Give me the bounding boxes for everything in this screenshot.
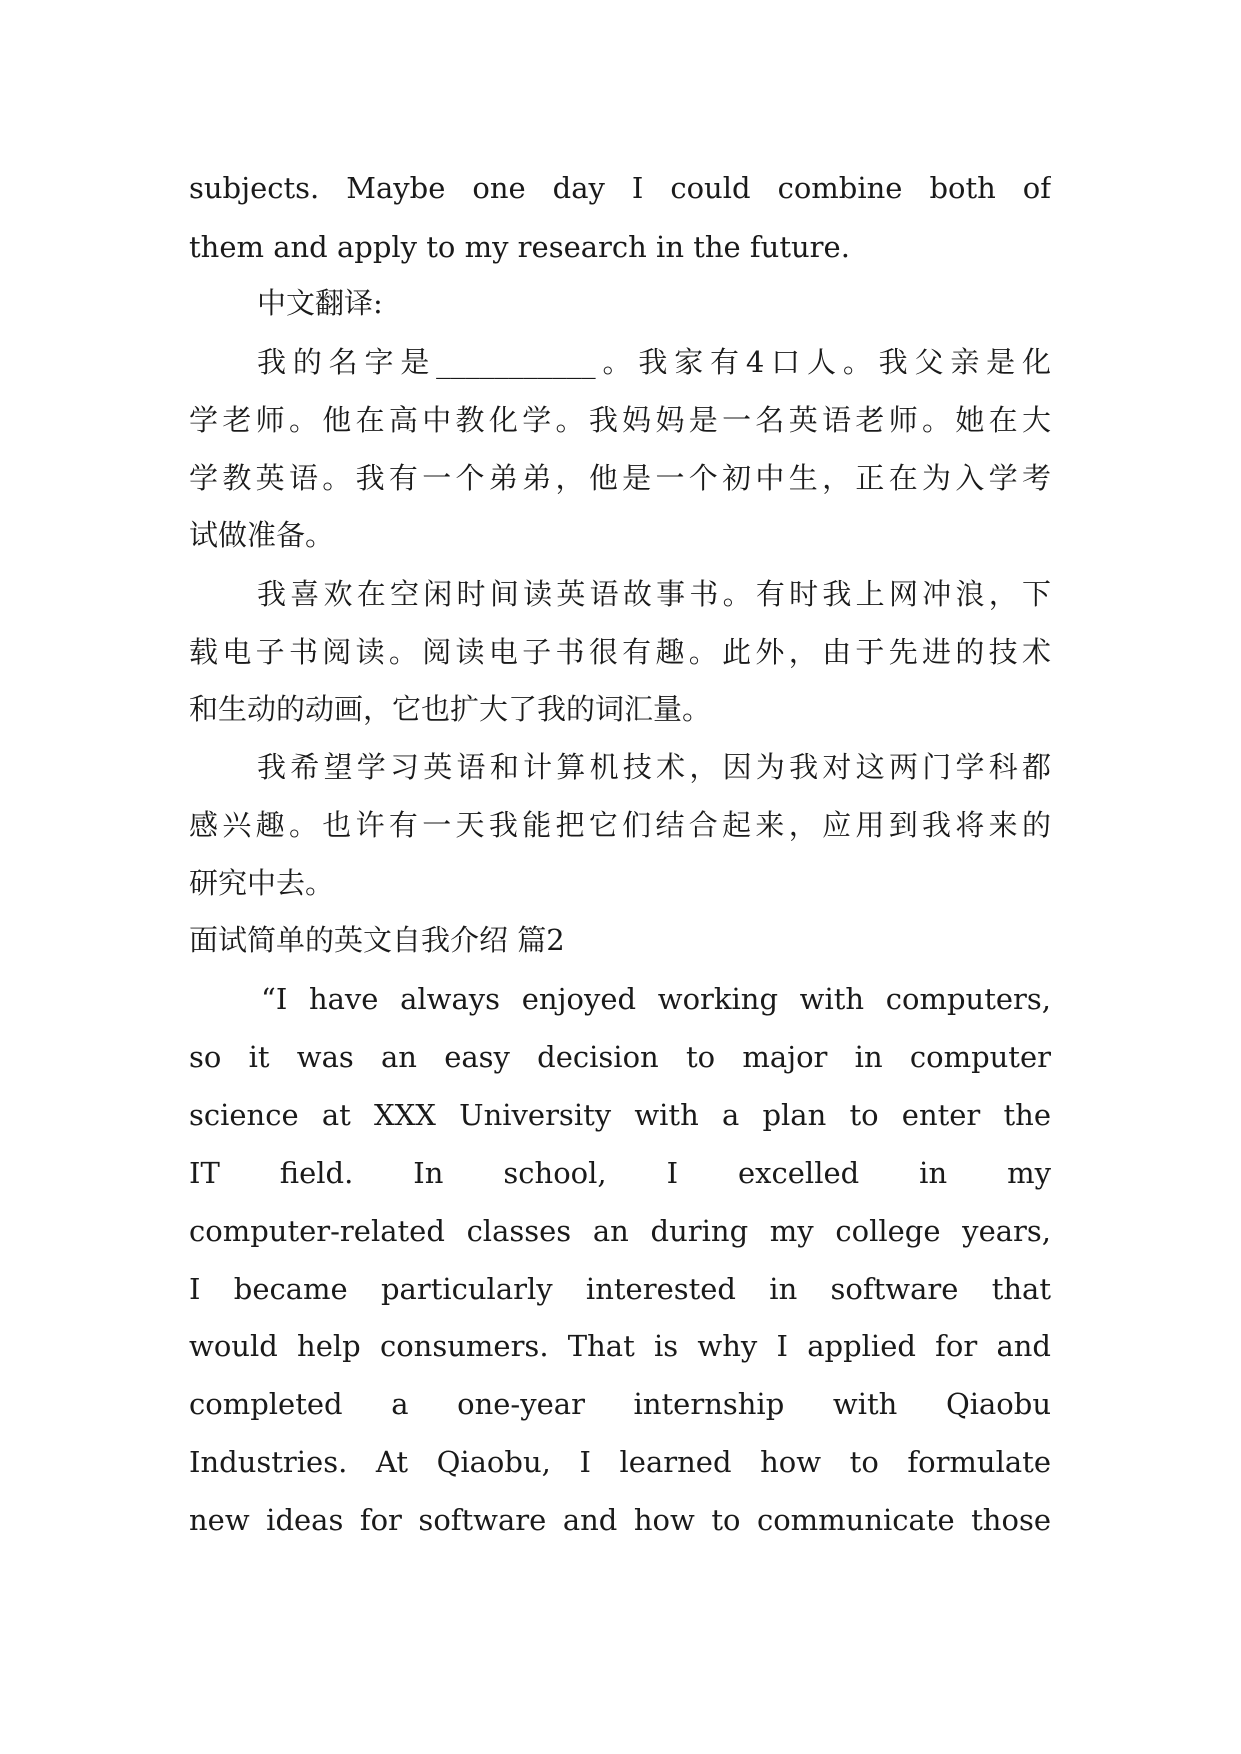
chinese-p1-line-2: 学老师。他在高中教化学。我妈妈是一名英语老师。她在大 [189, 403, 1051, 437]
chinese-p2-line-3: 和生动的动画，它也扩大了我的词汇量。 [189, 692, 712, 726]
chinese-p1-line-3: 学教英语。我有一个弟弟，他是一个初中生，正在为入学考 [189, 461, 1051, 495]
chinese-p2-line-2: 载电子书阅读。阅读电子书很有趣。此外，由于先进的技术 [189, 635, 1051, 669]
english-p-line-10: new ideas for software and how to communicate those [189, 1503, 1051, 1537]
section-heading: 面试简单的英文自我介绍 篇2 [189, 923, 565, 957]
english-p-line-7: would help consumers. That is why I applied for and [189, 1329, 1051, 1363]
english-p-line-8: completed a one-year internship with Qiaobu [189, 1387, 1051, 1421]
chinese-p2-line-1: 我喜欢在空闲时间读英语故事书。有时我上网冲浪，下 [257, 577, 1051, 611]
english-p-line-5: computer-related classes an during my college years, [189, 1214, 1051, 1248]
chinese-p3-line-2: 感兴趣。也许有一天我能把它们结合起来，应用到我将来的 [189, 808, 1051, 842]
chinese-p1-line-4: 试做准备。 [189, 518, 335, 552]
translation-heading: 中文翻译: [257, 286, 383, 320]
english-p-line-1: “I have always enjoyed working with computers, [261, 982, 1051, 1016]
chinese-p1-line-1: 我的名字是___________。我家有4口人。我父亲是化 [257, 345, 1051, 379]
chinese-p3-line-3: 研究中去。 [189, 866, 335, 900]
english-intro-line-2: them and apply to my research in the future. [189, 230, 850, 264]
english-p-line-3: science at XXX University with a plan to enter the [189, 1098, 1051, 1132]
english-intro-line-1: subjects. Maybe one day I could combine both of [189, 171, 1051, 205]
english-p-line-4: IT field. In school, I excelled in my [189, 1156, 1051, 1190]
english-p-line-6: I became particularly interested in software that [189, 1272, 1051, 1306]
chinese-p3-line-1: 我希望学习英语和计算机技术，因为我对这两门学科都 [257, 750, 1051, 784]
english-p-line-2: so it was an easy decision to major in computer [189, 1040, 1051, 1074]
english-p-line-9: Industries. At Qiaobu, I learned how to formulate [189, 1445, 1051, 1479]
